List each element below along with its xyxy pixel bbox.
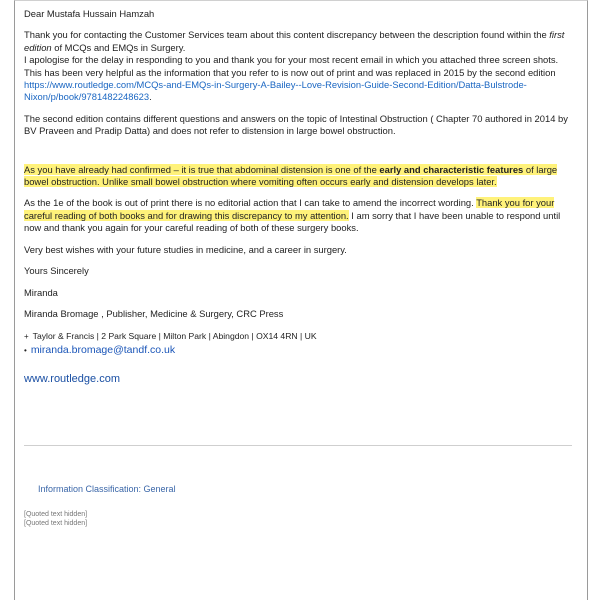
- paragraph-2-text: I apologise for the delay in responding to you and thank you for your most recent email in which you attached three screen shots. This has been very helpful as the information that you refer to is now out of print and was replaced in 2015 by the second edition: [24, 54, 559, 78]
- address-bullet: +: [24, 332, 29, 342]
- paragraph-4: [24, 164, 572, 189]
- email-body: [24, 8, 572, 386]
- postal-address-text: Taylor & Francis | 2 Park Square | Milton Park | Abingdon | OX14 4RN | UK: [32, 331, 317, 342]
- email-bullet: •: [24, 345, 27, 355]
- paragraph-2-suffix: .: [149, 91, 152, 103]
- paragraph-3: The second edition contains different questions and answers on the topic of Intestinal Obstruction ( Chapter 70 authored in 2014 by BV Praveen and Pradip Datta) and does not refer to distension in large bowel obstruction.: [24, 112, 568, 137]
- paragraph-5: [24, 197, 572, 234]
- paragraph-1-text-end: of MCQs and EMQs in Surgery.: [51, 41, 186, 53]
- website-link[interactable]: www.routledge.com: [24, 373, 120, 386]
- paragraph-1-italic: first edition: [24, 29, 565, 53]
- sender-name: Miranda: [24, 286, 58, 298]
- paragraph-4-text: As you have already had confirmed – it is true that abdominal distension is one of the: [24, 163, 380, 175]
- postal-address: [24, 330, 572, 343]
- paragraph-5-highlight: Thank you for your careful reading of both books and for drawing this discrepancy to my attention.: [24, 197, 555, 221]
- email-address-line: [24, 344, 572, 357]
- second-edition-link[interactable]: https://www.routledge.com/MCQs-and-EMQs-in-Surgery-A-Bailey--Love-Revision-Guide-Second-Edition/Datta-Bulstrode-Nixon/p/book/9781482248623: [24, 79, 527, 103]
- paragraph-1: [24, 29, 572, 54]
- divider: [24, 445, 572, 446]
- email-address-link[interactable]: miranda.bromage@tandf.co.uk: [30, 343, 176, 356]
- paragraph-4-text-end: of large bowel obstruction. Unlike small bowel obstruction where vomiting often occurs early and distension develops later.: [24, 163, 558, 188]
- paragraph-5-text: As the 1e of the book is out of print there is no editorial action that I can take to amend the incorrect wording.: [24, 197, 477, 209]
- quoted-text-hidden-2[interactable]: [Quoted text hidden]: [24, 520, 88, 527]
- greeting: Dear Mustafa Hussain Hamzah: [24, 8, 155, 19]
- classification-label: Information Classification: General: [38, 484, 176, 494]
- paragraph-1-text: Thank you for contacting the Customer Services team about this content discrepancy between the description found within the: [24, 29, 550, 41]
- quoted-text-hidden-1[interactable]: [Quoted text hidden]: [24, 511, 88, 518]
- paragraph-6: Very best wishes with your future studies in medicine, and a career in surgery.: [24, 243, 347, 255]
- sender-title: Miranda Bromage , Publisher, Medicine & Surgery, CRC Press: [24, 307, 284, 319]
- paragraph-2: [24, 54, 572, 104]
- paragraph-5-text-end: I am sorry that I have been unable to respond until now and thank you again for your careful reading of both of these surgery books.: [24, 209, 561, 234]
- quoted-text: [24, 510, 87, 528]
- paragraph-4-bold: early and characteristic features: [379, 163, 524, 175]
- signoff: Yours Sincerely: [24, 265, 89, 277]
